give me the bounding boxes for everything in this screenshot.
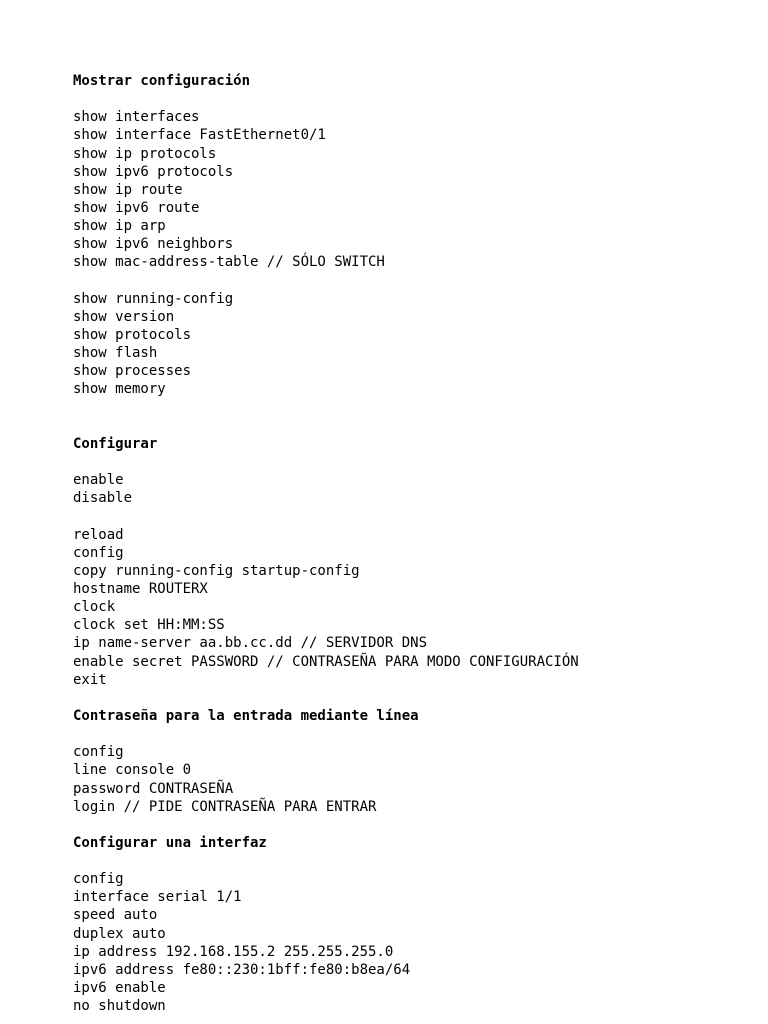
spacer [73, 90, 753, 108]
command-line: no shutdown [73, 998, 166, 1015]
command-line: show protocols [73, 326, 192, 343]
command-block-line-password [73, 743, 753, 816]
command-line: config [73, 544, 124, 561]
command-line: show ipv6 protocols [73, 163, 234, 180]
command-line: ipv6 address fe80::230:1bff:fe80:b8ea/64 [73, 961, 411, 978]
spacer [73, 453, 753, 471]
command-line: duplex auto [73, 925, 166, 942]
section-heading-configurar: Configurar [73, 435, 158, 452]
command-line: ip address 192.168.155.2 255.255.255.0 [73, 943, 394, 960]
spacer [73, 689, 753, 707]
command-block-interface [73, 870, 753, 1015]
spacer [73, 725, 753, 743]
command-line: clock set HH:MM:SS [73, 617, 225, 634]
command-line: show ip protocols [73, 145, 217, 162]
command-line: login // PIDE CONTRASEÑA PARA ENTRAR [73, 798, 377, 815]
command-line: hostname ROUTERX [73, 580, 208, 597]
command-line: password CONTRASEÑA [73, 780, 234, 797]
command-line: show ipv6 route [73, 199, 200, 216]
spacer [73, 816, 753, 834]
command-line: disable [73, 490, 133, 507]
command-line: show processes [73, 363, 192, 380]
section-heading-mostrar-configuracion: Mostrar configuración [73, 73, 251, 89]
command-line: show ip route [73, 181, 183, 198]
spacer [73, 507, 753, 525]
command-line: show ipv6 neighbors [73, 236, 234, 253]
command-line: config [73, 744, 124, 761]
document-page [73, 72, 753, 1015]
command-line: reload [73, 526, 124, 543]
command-line: enable [73, 472, 124, 489]
command-line: show interface FastEthernet0/1 [73, 127, 326, 144]
command-line: show mac-address-table // SÓLO SWITCH [73, 254, 385, 271]
command-line: show memory [73, 381, 166, 398]
command-block-privilege [73, 471, 753, 507]
command-line: show ip arp [73, 218, 166, 235]
command-line: exit [73, 671, 107, 688]
command-line: show flash [73, 345, 158, 362]
command-line: line console 0 [73, 762, 192, 779]
spacer [73, 399, 753, 435]
section-heading-contrasena-linea: Contraseña para la entrada mediante línea [73, 707, 419, 724]
command-line: ip name-server aa.bb.cc.dd // SERVIDOR DNS [73, 635, 428, 652]
command-block-show-system [73, 290, 753, 399]
command-line: show version [73, 308, 175, 325]
command-line: copy running-config startup-config [73, 562, 360, 579]
command-line: interface serial 1/1 [73, 889, 242, 906]
command-block-config [73, 526, 753, 689]
command-block-show-network [73, 108, 753, 271]
command-line: ipv6 enable [73, 980, 166, 997]
section-heading-configurar-interfaz: Configurar una interfaz [73, 834, 267, 851]
spacer [73, 272, 753, 290]
spacer [73, 852, 753, 870]
command-line: enable secret PASSWORD // CONTRASEÑA PARA MODO CONFIGURACIÓN [73, 653, 579, 670]
command-line: clock [73, 599, 116, 616]
command-line: show running-config [73, 290, 234, 307]
command-line: speed auto [73, 907, 158, 924]
command-line: show interfaces [73, 109, 200, 126]
command-line: config [73, 871, 124, 888]
